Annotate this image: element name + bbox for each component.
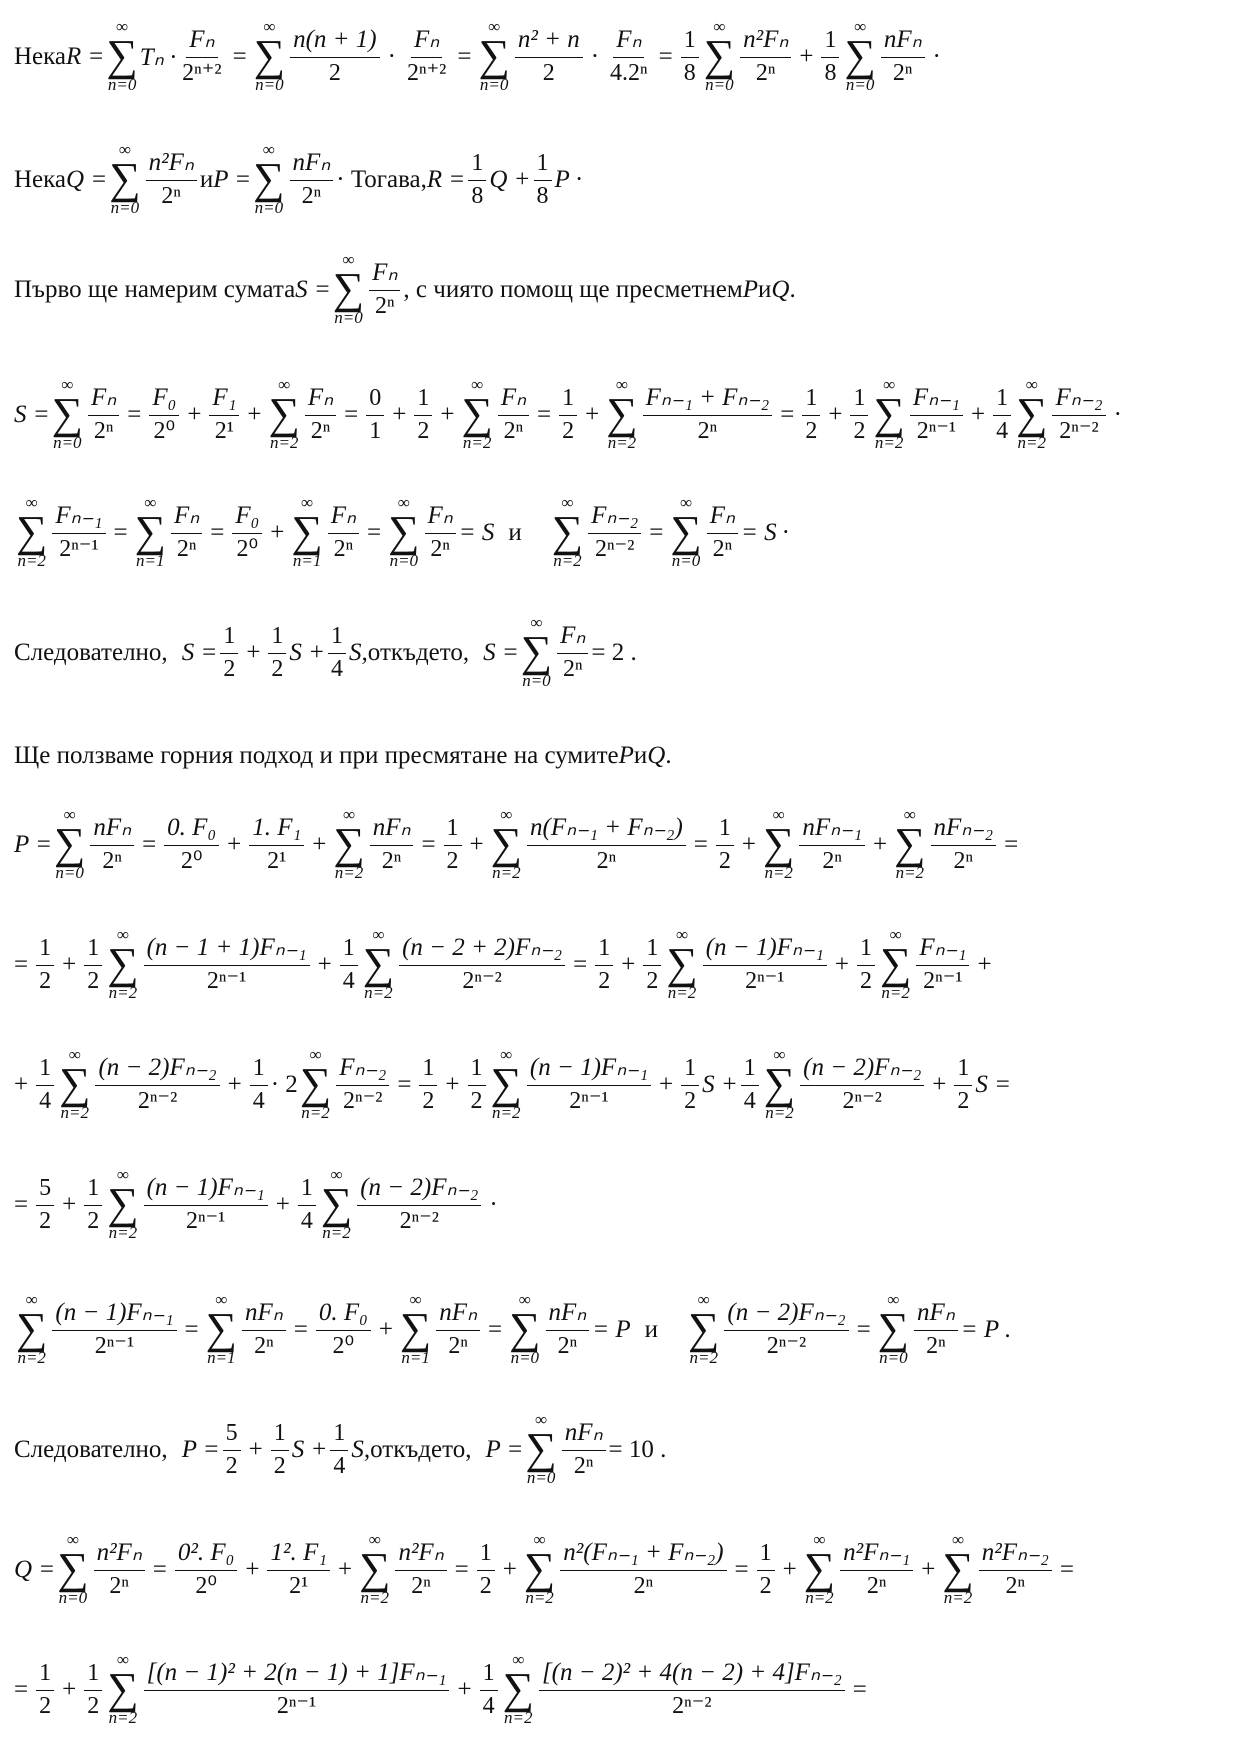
fraction: $\frac{\text{Fₙ₋₂}}{\text{2ⁿ⁻²}}$	[1052, 384, 1105, 445]
text: и	[199, 166, 214, 193]
line-p-step2	[14, 920, 1220, 1010]
fraction: $\frac{\text{n²Fₙ₋₁}}{\text{2ⁿ}}$	[840, 1539, 913, 1600]
operator: +	[440, 401, 455, 428]
sum-symbol: ∞ ∑ n=2	[606, 375, 638, 452]
symbol: P =	[213, 166, 252, 193]
operator: =	[649, 519, 664, 546]
fraction: $\frac{\text{F₁}}{\text{2¹}}$	[209, 384, 239, 445]
operator: =	[397, 1071, 412, 1098]
text: Нека	[14, 43, 67, 70]
text: и	[633, 742, 648, 769]
operator: +	[245, 1556, 260, 1583]
operator: +	[275, 1191, 290, 1218]
sum-symbol: ∞ ∑ n=2	[879, 925, 912, 1002]
fraction: $\frac{\text{1. F₁}}{\text{2¹}}$	[249, 814, 304, 875]
sum-symbol: ∞ ∑ n=0	[877, 1290, 910, 1367]
symbol: S =	[295, 276, 331, 303]
fraction: $\frac{1}{4}$	[993, 385, 1011, 445]
fraction: $\frac{\text{1². F₁}}{\text{2¹}}$	[267, 1539, 329, 1600]
fraction: $\frac{\text{Fₙ₋₂}}{\text{2ⁿ⁻²}}$	[588, 502, 641, 563]
sum-symbol: ∞ ∑ n=0	[478, 17, 510, 94]
sum-symbol: ∞ ∑ n=0	[57, 1530, 89, 1607]
fraction: $\frac{1}{2}$	[220, 623, 238, 683]
symbol: = S	[458, 519, 495, 546]
fraction: $\frac{\text{Fₙ₋₁ + Fₙ₋₂}}{\text{2ⁿ}}$	[643, 384, 773, 445]
fraction: $\frac{\text{nFₙ}}{\text{2ⁿ}}$	[881, 26, 925, 87]
operator: =	[454, 1556, 469, 1583]
operator: =	[142, 831, 157, 858]
operator: +	[932, 1071, 947, 1098]
fraction: $\frac{\text{Fₙ}}{\text{2ⁿ}}$	[707, 502, 738, 563]
text: · Тогава,	[336, 166, 427, 193]
fraction: $\frac{1}{2}$	[271, 1420, 289, 1480]
text: и	[644, 1316, 659, 1343]
symbol: = S	[740, 519, 777, 546]
sum-symbol: ∞ ∑ n=2	[268, 375, 300, 452]
operator: +	[457, 1676, 472, 1703]
operator: +	[378, 1316, 393, 1343]
operator: =	[658, 43, 673, 70]
sum-symbol: ∞ ∑ n=2	[362, 925, 395, 1002]
sum-symbol: ∞ ∑ n=1	[399, 1290, 432, 1367]
fraction: $\frac{1}{2}$	[643, 935, 661, 995]
operator: +	[392, 401, 407, 428]
fraction: $\frac{\text{n²Fₙ}}{\text{2ⁿ}}$	[146, 149, 197, 210]
operator: +	[246, 639, 261, 666]
sum-symbol: ∞ ∑ n=2	[299, 1045, 332, 1122]
operator: =	[14, 951, 29, 978]
fraction: $\frac{1}{2}$	[84, 935, 102, 995]
operator: =	[856, 1316, 871, 1343]
operator: =	[14, 1191, 29, 1218]
sum-symbol: ∞ ∑ n=0	[388, 493, 420, 570]
fraction: $\frac{\text{(n − 2)Fₙ₋₂}}{\text{2ⁿ⁻²}}$	[357, 1174, 481, 1235]
text: .	[665, 742, 672, 769]
fraction: $\frac{\text{Fₙ}}{\text{2ⁿ⁺²}}$	[406, 26, 447, 87]
fraction: $\frac{1}{2}$	[802, 385, 820, 445]
sum-symbol: ∞ ∑ n=0	[670, 493, 702, 570]
symbol: S =	[483, 639, 519, 666]
fraction: $\frac{\text{F₀}}{\text{2⁰}}$	[232, 502, 262, 563]
sum-symbol: ∞ ∑ n=2	[333, 805, 365, 882]
fraction: $\frac{\text{(n − 1)Fₙ₋₁}}{\text{2ⁿ⁻¹}}$	[52, 1299, 176, 1360]
sum-symbol: ∞ ∑ n=2	[59, 1045, 91, 1122]
operator: =	[734, 1556, 749, 1583]
operator: =	[367, 519, 382, 546]
operator: =	[152, 1556, 167, 1583]
fraction: $\frac{\text{nFₙ}}{\text{2ⁿ}}$	[562, 1419, 606, 1480]
symbol: P =	[14, 831, 52, 858]
sum-symbol: ∞ ∑ n=2	[1016, 375, 1048, 452]
operator: =	[232, 43, 247, 70]
symbol: Q	[771, 276, 790, 303]
fraction: $\frac{1}{2}$	[850, 385, 868, 445]
fraction: $\frac{\text{nFₙ}}{\text{2ⁿ}}$	[290, 149, 334, 210]
line-p-step3	[14, 1040, 1220, 1130]
fraction: $\frac{1}{4}$	[250, 1055, 268, 1115]
symbol: P	[742, 276, 758, 303]
operator: +	[227, 831, 242, 858]
fraction: $\frac{\text{n²Fₙ}}{\text{2ⁿ}}$	[94, 1539, 145, 1600]
operator: =	[344, 401, 359, 428]
fraction: $\frac{1}{2}$	[468, 1055, 486, 1115]
fraction: $\frac{\text{[(n − 2)² + 4(n − 2) + 4]Fₙ₋₂}}{\text{2ⁿ⁻²}}$	[539, 1659, 845, 1720]
symbol: Tₙ ·	[139, 44, 177, 71]
sum-symbol: ∞ ∑ n=2	[942, 1530, 974, 1607]
fraction: $\frac{\text{Fₙ₋₁}}{\text{2ⁿ⁻¹}}$	[916, 934, 969, 995]
symbol: S =	[975, 1071, 1012, 1098]
fraction: $\frac{\text{nFₙ}}{\text{2ⁿ}}$	[90, 814, 134, 875]
line-definition-r	[14, 12, 1220, 102]
sum-symbol: ∞ ∑ n=0	[253, 17, 286, 94]
text: откъдето,	[367, 639, 470, 666]
sum-symbol: ∞ ∑ n=2	[763, 1045, 796, 1122]
fraction: $\frac{\text{Fₙ}}{\text{2ⁿ}}$	[498, 384, 529, 445]
line-p-step4	[14, 1160, 1220, 1250]
fraction: $\frac{\text{0². F₀}}{\text{2⁰}}$	[175, 1539, 237, 1600]
fraction: $\frac{\text{n²Fₙ}}{\text{2ⁿ}}$	[395, 1539, 446, 1600]
sum-symbol: ∞ ∑ n=2	[803, 1530, 836, 1607]
sum-symbol: ∞ ∑ n=2	[490, 805, 523, 882]
text: .	[789, 276, 796, 303]
fraction: $\frac{\text{n²(Fₙ₋₁ + Fₙ₋₂)}}{\text{2ⁿ}}$	[560, 1539, 726, 1600]
sum-symbol: ∞ ∑ n=2	[490, 1045, 522, 1122]
fraction: $\frac{1}{2}$	[857, 935, 875, 995]
symbol: P =	[485, 1436, 524, 1463]
sum-symbol: ∞ ∑ n=1	[134, 493, 166, 570]
operator: =	[293, 1316, 308, 1343]
sum-symbol: ∞ ∑ n=0	[509, 1290, 541, 1367]
text: , с чиято помощ ще пресметнем	[403, 276, 743, 303]
fraction: $\frac{1}{2}$	[84, 1175, 102, 1235]
operator: +	[970, 401, 986, 428]
operator: +	[187, 401, 202, 428]
operator: +	[227, 1071, 242, 1098]
fraction: $\frac{\text{(n − 2)Fₙ₋₂}}{\text{2ⁿ⁻²}}$	[800, 1054, 924, 1115]
operator: +	[14, 1071, 29, 1098]
sum-symbol: ∞ ∑ n=2	[763, 805, 795, 882]
fraction: $\frac{\text{Fₙ}}{\text{2ⁿ}}$	[305, 384, 336, 445]
sum-symbol: ∞ ∑ n=2	[16, 493, 48, 570]
operator: +	[621, 951, 636, 978]
fraction: $\frac{\text{nFₙ}}{\text{2ⁿ}}$	[546, 1299, 590, 1360]
operator: +	[312, 831, 327, 858]
fraction: $\frac{1}{2}$	[84, 1660, 102, 1720]
fraction: $\frac{1}{4}$	[330, 1420, 348, 1480]
operator: ·	[489, 1191, 498, 1218]
operator: =	[537, 401, 552, 428]
operator: =	[1059, 1556, 1074, 1583]
fraction: $\frac{1}{2}$	[36, 935, 54, 995]
operator: =	[573, 951, 588, 978]
text: откъдето,	[370, 1436, 472, 1463]
fraction: $\frac{1}{4}$	[741, 1055, 759, 1115]
line-sum-shift	[14, 488, 1220, 578]
operator: +	[585, 401, 600, 428]
fraction: $\frac{1}{8}$	[821, 27, 839, 87]
result: = 10 .	[608, 1436, 667, 1463]
sum-symbol: ∞ ∑ n=0	[51, 375, 83, 452]
sum-symbol: ∞ ∑ n=0	[332, 250, 365, 327]
symbol: S +	[291, 1436, 328, 1463]
operator: =	[457, 43, 472, 70]
fraction: $\frac{5}{2}$	[36, 1175, 54, 1235]
fraction: $\frac{\text{Fₙ}}{\text{2ⁿ}}$	[328, 502, 359, 563]
sum-symbol: ∞ ∑ n=0	[106, 17, 138, 94]
symbol: Q =	[14, 1556, 56, 1583]
fraction: $\frac{\text{Fₙ}}{\text{2ⁿ}}$	[369, 259, 400, 320]
sum-symbol: ∞ ∑ n=0	[109, 140, 141, 217]
fraction: $\frac{\text{Fₙ}}{\text{4.2ⁿ}}$	[610, 26, 648, 87]
fraction: $\frac{1}{2}$	[414, 385, 432, 445]
sum-symbol: ∞ ∑ n=2	[16, 1290, 48, 1367]
fraction: $\frac{1}{2}$	[559, 385, 577, 445]
sum-symbol: ∞ ∑ n=1	[291, 493, 323, 570]
fraction: $\frac{1}{2}$	[757, 1540, 775, 1600]
sum-symbol: ∞ ∑ n=2	[107, 1165, 139, 1242]
sum-symbol: ∞ ∑ n=0	[53, 805, 86, 882]
fraction: $\frac{\text{[(n − 1)² + 2(n − 1) + 1]Fₙ₋₁}}{\text{2ⁿ⁻¹}}$	[144, 1659, 450, 1720]
operator: =	[210, 519, 225, 546]
fraction: $\frac{1}{8}$	[468, 150, 486, 210]
fraction: $\frac{\text{nFₙ₋₂}}{\text{2ⁿ}}$	[931, 814, 997, 875]
operator: +	[317, 951, 332, 978]
fraction: $\frac{1}{4}$	[298, 1175, 316, 1235]
line-sum-s-intro	[14, 245, 1220, 335]
symbol: S +	[702, 1071, 738, 1098]
fraction: $\frac{\text{(n − 1)Fₙ₋₁}}{\text{2ⁿ⁻¹}}$	[527, 1054, 651, 1115]
fraction: $\frac{1}{2}$	[681, 1055, 699, 1115]
operator: +	[62, 1676, 77, 1703]
fraction: $\frac{\text{Fₙ}}{\text{2ⁿ}}$	[557, 622, 588, 683]
fraction: $\frac{1}{2}$	[595, 935, 613, 995]
fraction: $\frac{\text{Fₙ}}{\text{2ⁿ}}$	[425, 502, 456, 563]
fraction: $\frac{\text{Fₙ₋₁}}{\text{2ⁿ⁻¹}}$	[52, 502, 105, 563]
operator: ·	[1113, 401, 1122, 428]
operator: +	[873, 831, 888, 858]
sum-symbol: ∞ ∑ n=2	[320, 1165, 353, 1242]
fraction: $\frac{n(n + 1)}{2}$	[290, 26, 380, 87]
symbol: = P .	[960, 1316, 1012, 1343]
sum-symbol: ∞ ∑ n=2	[359, 1530, 391, 1607]
symbol: P =	[181, 1436, 220, 1463]
sum-symbol: ∞ ∑ n=0	[703, 17, 736, 94]
operator: =	[184, 1316, 199, 1343]
fraction: $\frac{1}{4}$	[36, 1055, 54, 1115]
operator: +	[270, 519, 285, 546]
fraction: $\frac{\text{n²Fₙ}}{\text{2ⁿ}}$	[740, 26, 791, 87]
fraction: $\frac{\text{F₀}}{\text{2⁰}}$	[149, 384, 179, 445]
sum-symbol: ∞ ∑ n=0	[844, 17, 876, 94]
symbol: Q =	[66, 166, 108, 193]
operator: +	[741, 831, 757, 858]
fraction: $\frac{\text{Fₙ}}{\text{2ⁿ⁺²}}$	[182, 26, 222, 87]
line-s-result	[14, 608, 1220, 698]
symbol: = P	[592, 1316, 631, 1343]
text: Следователно,	[14, 639, 168, 666]
line-p-expansion	[14, 800, 1220, 890]
fraction: $\frac{\text{(n − 1)Fₙ₋₁}}{\text{2ⁿ⁻¹}}$	[144, 1174, 268, 1235]
operator: =	[421, 831, 436, 858]
operator: +	[834, 951, 849, 978]
fraction: $\frac{\text{nFₙ₋₁}}{\text{2ⁿ}}$	[799, 814, 865, 875]
operator: +	[502, 1556, 517, 1583]
sum-symbol: ∞ ∑ n=0	[525, 1410, 557, 1487]
operator: +	[337, 1556, 353, 1583]
operator: ·	[590, 43, 600, 70]
fraction: $\frac{1}{2}$	[419, 1055, 437, 1115]
symbol: S,	[351, 1436, 371, 1463]
operator: +	[977, 951, 992, 978]
operator: +	[247, 401, 262, 428]
operator: +	[828, 401, 843, 428]
fraction: $\frac{\text{Fₙ₋₂}}{\text{2ⁿ⁻²}}$	[336, 1054, 389, 1115]
operator: +	[799, 43, 814, 70]
symbol: P ·	[554, 166, 582, 193]
sum-symbol: ∞ ∑ n=2	[461, 375, 493, 452]
line-q-step2	[14, 1645, 1220, 1735]
line-p-shift	[14, 1285, 1220, 1375]
sum-symbol: ∞ ∑ n=1	[205, 1290, 237, 1367]
sum-symbol: ∞ ∑ n=2	[523, 1530, 556, 1607]
fraction: $\frac{0}{1}$	[366, 385, 384, 445]
fraction: $\frac{\text{nFₙ}}{\text{2ⁿ}}$	[370, 814, 414, 875]
symbol: Q +	[489, 166, 531, 193]
operator: +	[445, 1071, 460, 1098]
fraction: $\frac{\text{(n − 1 + 1)Fₙ₋₁}}{\text{2ⁿ⁻¹}}$	[144, 934, 310, 995]
operator: +	[921, 1556, 936, 1583]
text: Първо ще намерим сумата	[14, 276, 296, 303]
fraction: $\frac{\text{(n − 2 + 2)Fₙ₋₂}}{\text{2ⁿ⁻²}}$	[399, 934, 565, 995]
fraction: $\frac{1}{8}$	[681, 27, 699, 87]
fraction: $\frac{\text{0. F₀}}{\text{2⁰}}$	[316, 1299, 371, 1360]
fraction: $\frac{\text{(n − 2)Fₙ₋₂}}{\text{2ⁿ⁻²}}$	[95, 1054, 219, 1115]
coefficient: · 2	[270, 1071, 298, 1098]
operator: +	[248, 1436, 263, 1463]
operator: =	[488, 1316, 503, 1343]
sum-symbol: ∞ ∑ n=2	[894, 805, 926, 882]
sum-symbol: ∞ ∑ n=2	[688, 1290, 720, 1367]
fraction: $\frac{1}{8}$	[534, 150, 552, 210]
fraction: $\frac{\text{Fₙ₋₁}}{\text{2ⁿ⁻¹}}$	[910, 384, 963, 445]
operator: +	[469, 831, 484, 858]
operator: +	[782, 1556, 797, 1583]
sum-symbol: ∞ ∑ n=2	[873, 375, 905, 452]
line-approach-text	[14, 738, 1220, 774]
symbol: S +	[289, 639, 326, 666]
symbol: S,	[349, 639, 368, 666]
symbol: Q	[647, 742, 666, 769]
operator: =	[14, 1676, 29, 1703]
fraction: $\frac{1}{2}$	[268, 623, 286, 683]
text: и	[757, 276, 772, 303]
sum-symbol: ∞ ∑ n=2	[107, 925, 139, 1002]
operator: +	[62, 1191, 77, 1218]
symbol: S =	[14, 401, 50, 428]
operator: =	[852, 1676, 867, 1703]
fraction: $\frac{\text{Fₙ}}{\text{2ⁿ}}$	[88, 384, 119, 445]
operator: =	[113, 519, 128, 546]
text: Нека	[14, 166, 67, 193]
operator: =	[1004, 831, 1019, 858]
operator: +	[62, 951, 77, 978]
text: Следователно,	[14, 1436, 168, 1463]
operator: ·	[932, 43, 941, 70]
fraction: $\frac{\text{n²Fₙ₋₂}}{\text{2ⁿ}}$	[979, 1539, 1052, 1600]
fraction: $\frac{\text{(n − 2)Fₙ₋₂}}{\text{2ⁿ⁻²}}$	[724, 1299, 848, 1360]
sum-symbol: ∞ ∑ n=0	[520, 613, 553, 690]
fraction: $\frac{\text{n² + n}}{2}$	[515, 26, 583, 87]
sum-symbol: ∞ ∑ n=0	[253, 140, 285, 217]
fraction: $\frac{1}{4}$	[340, 935, 358, 995]
line-q-expansion	[14, 1525, 1220, 1615]
fraction: $\frac{\text{0. F₀}}{\text{2⁰}}$	[164, 814, 219, 875]
operator: =	[780, 401, 795, 428]
fraction: $\frac{\text{(n − 1)Fₙ₋₁}}{\text{2ⁿ⁻¹}}$	[703, 934, 827, 995]
symbol: S =	[181, 639, 218, 666]
fraction: $\frac{\text{Fₙ}}{\text{2ⁿ}}$	[171, 502, 202, 563]
sum-symbol: ∞ ∑ n=2	[551, 493, 584, 570]
text: и	[508, 519, 522, 546]
operator: +	[659, 1071, 674, 1098]
fraction: $\frac{1}{4}$	[328, 623, 346, 683]
fraction: $\frac{\text{nFₙ}}{\text{2ⁿ}}$	[242, 1299, 286, 1360]
text: Ще ползваме горния подход и при пресмятане на сумите	[14, 742, 619, 769]
fraction: $\frac{5}{2}$	[223, 1420, 241, 1480]
line-p-result	[14, 1405, 1220, 1495]
fraction: $\frac{1}{2}$	[477, 1540, 495, 1600]
fraction: $\frac{1}{2}$	[36, 1660, 54, 1720]
line-definition-q-p	[14, 135, 1220, 225]
fraction: $\frac{1}{2}$	[954, 1055, 972, 1115]
symbol: R =	[426, 166, 466, 193]
operator: =	[127, 401, 142, 428]
sum-symbol: ∞ ∑ n=2	[107, 1650, 139, 1727]
fraction: $\frac{\text{nFₙ}}{\text{2ⁿ}}$	[914, 1299, 958, 1360]
fraction: $\frac{\text{nFₙ}}{\text{2ⁿ}}$	[436, 1299, 480, 1360]
line-s-expansion	[14, 370, 1220, 460]
operator: =	[693, 831, 708, 858]
result: = 2 .	[591, 639, 637, 666]
operator: ·	[781, 519, 790, 546]
sum-symbol: ∞ ∑ n=2	[502, 1650, 534, 1727]
operator: ·	[387, 43, 396, 70]
fraction: $\frac{\text{n(Fₙ₋₁ + Fₙ₋₂)}}{\text{2ⁿ}}$	[527, 814, 686, 875]
fraction: $\frac{1}{4}$	[480, 1660, 498, 1720]
sum-symbol: ∞ ∑ n=2	[666, 925, 698, 1002]
fraction: $\frac{1}{2}$	[716, 815, 734, 875]
symbol: R =	[66, 43, 105, 70]
fraction: $\frac{1}{2}$	[444, 815, 462, 875]
symbol: P	[618, 742, 634, 769]
